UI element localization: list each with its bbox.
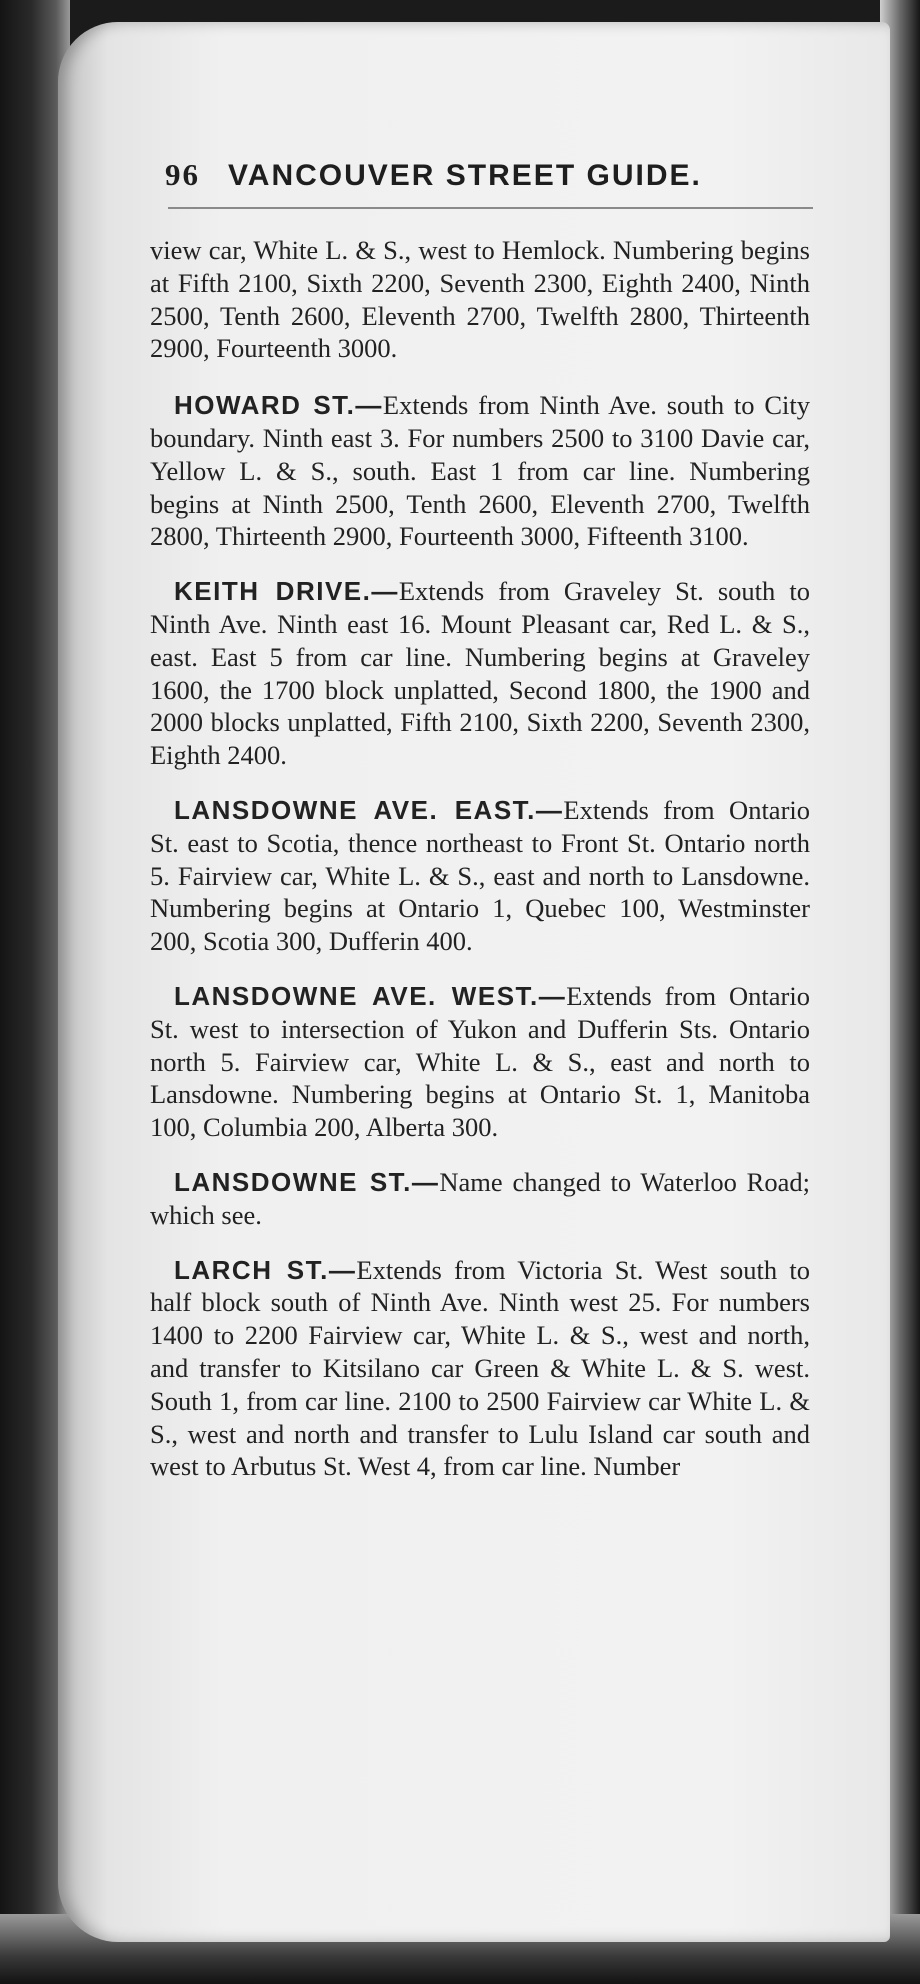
street-heading: LARCH ST.— — [174, 1254, 357, 1285]
header-rule — [168, 207, 813, 209]
page-number: 96 — [165, 157, 200, 192]
street-heading: LANSDOWNE AVE. EAST.— — [174, 794, 564, 825]
street-description: Extends from Ontario St. east to Scotia, thence northeast to Front St. Ontario north 5. Fairview car, White L. & S., east and north to Lansdowne. Numbering begins at Ontario 1, Quebec 100, Westminster 200, Scotia 300, Dufferin 400. — [150, 794, 810, 957]
street-description: Name changed to Waterloo Road; which see. — [150, 1166, 810, 1230]
street-heading: HOWARD ST.— — [174, 390, 383, 421]
street-description: Extends from Graveley St. south to Ninth Ave. Ninth east 16. Mount Pleasant car, Red L. & S., east. East 5 from car line. Numbering begins at Graveley 1600, the 1700 block unplatted, Second 1800, the 1900 and 2000 blocks unplatted, Fifth 2100, Sixth 2200, Seventh 2300, Eighth 2400. — [150, 576, 810, 771]
page-content — [150, 234, 810, 1505]
street-heading: LANSDOWNE AVE. WEST.— — [174, 980, 567, 1011]
street-entry-howard — [150, 389, 810, 553]
street-entry-lansdowne-st — [150, 1166, 810, 1232]
street-heading: LANSDOWNE ST.— — [174, 1166, 440, 1197]
street-entry-lansdowne-east — [150, 794, 810, 958]
street-entry-larch — [150, 1254, 810, 1484]
street-entry-lansdowne-west — [150, 980, 810, 1144]
street-heading: KEITH DRIVE.— — [174, 576, 399, 607]
street-description: Extends from Victoria St. West south to half block south of Ninth Ave. Ninth west 25. For numbers 1400 to 2200 Fairview car, White L. & S., west and north, and transfer to Kitsilano car Green & White L. & S. west. South 1, from car line. 2100 to 2500 Fairview car White L. & S., west and north and transfer to Lulu Island car south and west to Arbutus St. West 4, from car line. Number — [150, 1254, 810, 1482]
street-description: Extends from Ninth Ave. south to City boundary. Ninth east 3. For numbers 2500 to 3100 Davie car, Yellow L. & S., south. East 1 from car line. Numbering begins at Ninth 2500, Tenth 2600, Eleventh 2700, Twelfth 2800, Thirteenth 2900, Fourteenth 3000, Fifteenth 3100. — [150, 390, 810, 552]
page-title: VANCOUVER STREET GUIDE. — [228, 159, 702, 192]
continued-paragraph: view car, White L. & S., west to Hemlock. Numbering begins at Fifth 2100, Sixth 2200, Seventh 2300, Eighth 2400, Ninth 2500, Tenth 2600, Eleventh 2700, Twelfth 2800, Thirteenth 2900, Fourteenth 3000. — [150, 235, 810, 364]
street-entry-keith — [150, 575, 810, 772]
street-description: Extends from Ontario St. west to intersection of Yukon and Dufferin Sts. Ontario north 5. Fairview car, White L. & S., east and north to Lansdowne. Numbering begins at Ontario St. 1, Manitoba 100, Columbia 200, Alberta 300. — [150, 980, 810, 1143]
page-header — [165, 157, 815, 203]
